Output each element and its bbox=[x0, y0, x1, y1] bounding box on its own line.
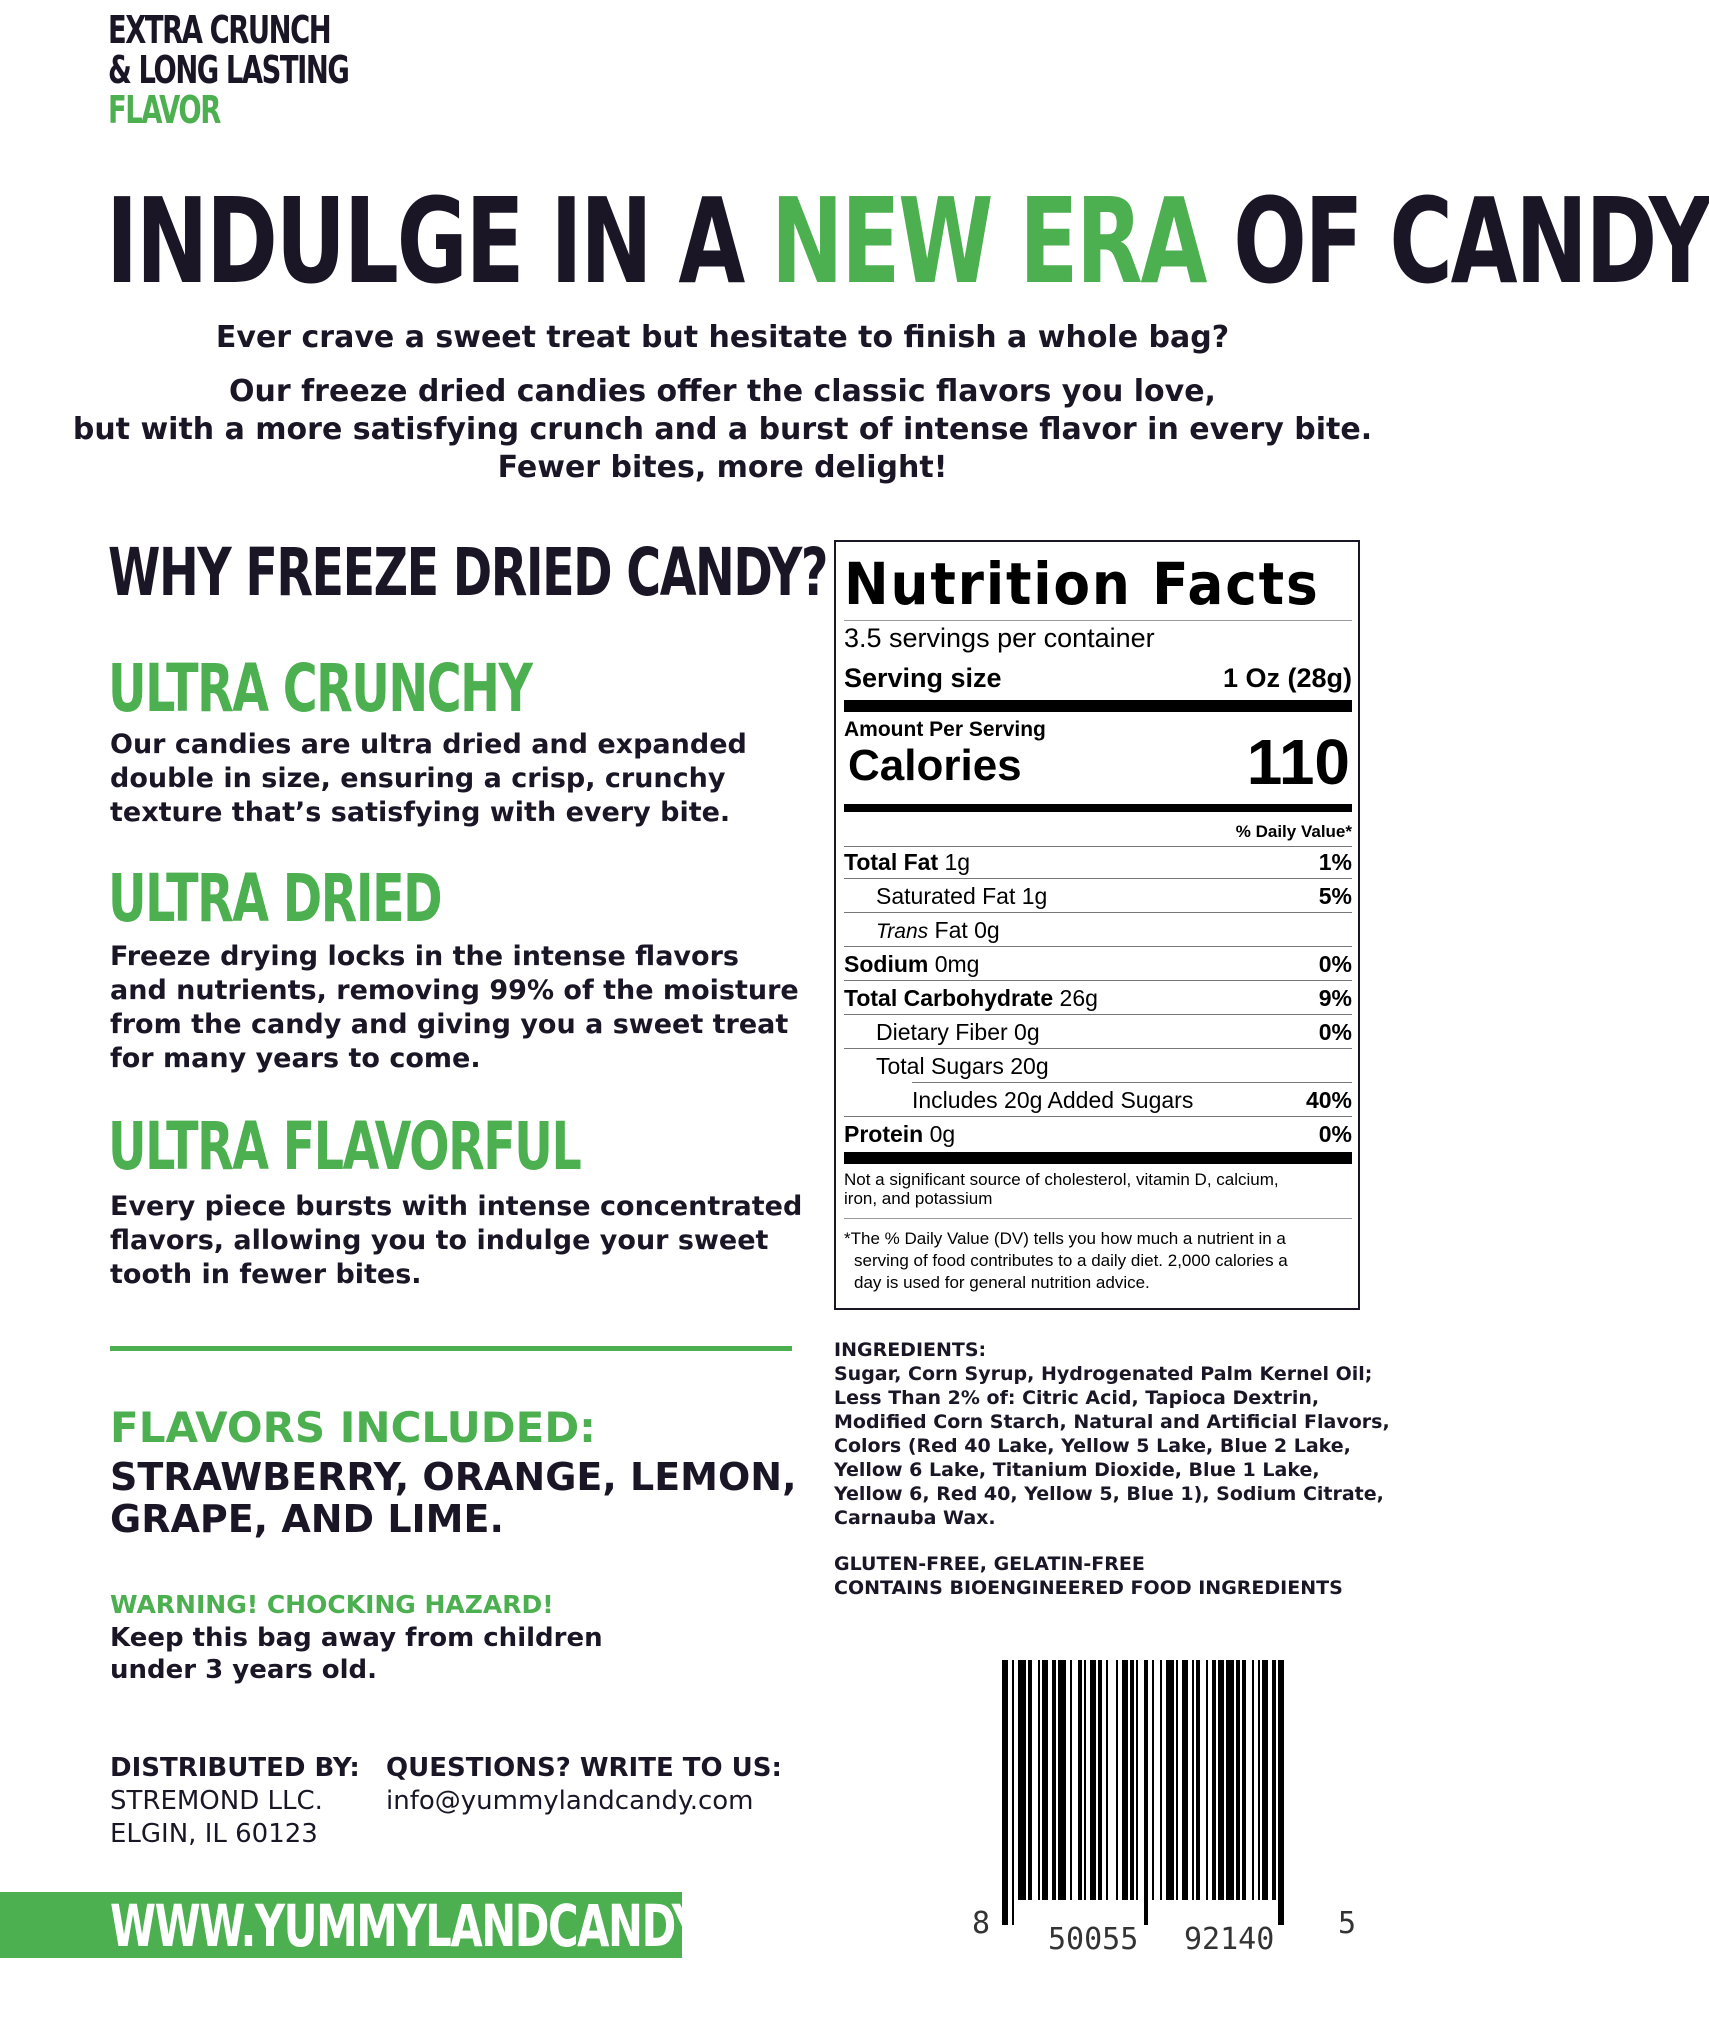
flavors-line-2: GRAPE, AND LIME. bbox=[110, 1497, 504, 1541]
thick-rule bbox=[844, 1152, 1352, 1164]
nutrient-row-total-fat bbox=[844, 848, 1352, 876]
claim-gluten-free: GLUTEN-FREE, GELATIN-FREE bbox=[834, 1553, 1145, 1575]
nutrition-title: Nutrition Facts bbox=[844, 550, 1320, 618]
ingredients-line: Yellow 6, Red 40, Yellow 5, Blue 1), Sodium Citrate, bbox=[834, 1483, 1384, 1505]
headline-part-3: OF CANDY bbox=[1205, 172, 1709, 310]
nutrient-amount: Includes 20g Added Sugars bbox=[912, 1087, 1194, 1113]
tagline-line-2: & LONG LASTING bbox=[108, 48, 349, 92]
nutrient-amount: Fat 0g bbox=[928, 917, 1000, 943]
nutrient-row-total-carbohydrate bbox=[844, 984, 1352, 1012]
text-line: for many years to come. bbox=[110, 1043, 481, 1074]
calories-label: Calories bbox=[848, 741, 1022, 790]
ingredients-line: Less Than 2% of: Citric Acid, Tapioca Dextrin, bbox=[834, 1387, 1320, 1409]
green-divider bbox=[110, 1346, 792, 1351]
barcode bbox=[1002, 1660, 1342, 1929]
amount-per-serving: Amount Per Serving bbox=[844, 718, 1046, 741]
nutrient-amount: 26g bbox=[1053, 985, 1098, 1011]
footnote-line: *The % Daily Value (DV) tells you how much a nutrient in a bbox=[844, 1229, 1286, 1248]
contact-heading: QUESTIONS? WRITE TO US: bbox=[386, 1753, 782, 1783]
text-line: flavors, allowing you to indulge your sweet bbox=[110, 1225, 769, 1256]
barcode-bars-icon bbox=[1002, 1660, 1342, 1925]
serving-size-label: Serving size bbox=[844, 663, 1002, 693]
contact-block bbox=[386, 1752, 782, 1818]
nutrient-amount: Total Sugars 20g bbox=[876, 1053, 1049, 1079]
warning-heading: WARNING! CHOCKING HAZARD! bbox=[110, 1590, 554, 1619]
why-title: WHY FREEZE DRIED CANDY? bbox=[108, 534, 828, 611]
nutrient-name: Sodium bbox=[844, 951, 929, 977]
intro-line-2: Our freeze dried candies offer the classic flavors you love, bbox=[229, 374, 1216, 409]
nutrient-amount: 1g bbox=[938, 849, 971, 875]
barcode-digit-group-2: 92140 bbox=[1184, 1922, 1275, 1957]
footnote-line: day is used for general nutrition advice. bbox=[854, 1273, 1150, 1292]
ingredients-heading: INGREDIENTS: bbox=[834, 1339, 987, 1361]
nutrient-row-saturated-fat bbox=[844, 882, 1352, 910]
intro-line-3: but with a more satisfying crunch and a burst of intense flavor in every bite. bbox=[72, 412, 1373, 447]
distributor-name: STREMOND LLC. bbox=[110, 1786, 323, 1816]
nutrition-facts-panel bbox=[834, 540, 1360, 1310]
text-line: texture that’s satisfying with every bite. bbox=[110, 797, 731, 828]
servings-per-container: 3.5 servings per container bbox=[844, 623, 1155, 653]
text-line: and nutrients, removing 99% of the moisture bbox=[110, 975, 799, 1006]
distributor-block bbox=[110, 1752, 360, 1851]
ingredients-line: Yellow 6 Lake, Titanium Dioxide, Blue 1 Lake, bbox=[834, 1459, 1320, 1481]
nutrition-footnote-1 bbox=[844, 1170, 1352, 1208]
nutrient-dv: 0% bbox=[1318, 1019, 1352, 1045]
intro-line-1: Ever crave a sweet treat but hesitate to finish a whole bag? bbox=[215, 320, 1230, 355]
barcode-digit-group-1: 50055 bbox=[1048, 1922, 1139, 1957]
dietary-claims bbox=[834, 1552, 1343, 1600]
nutrient-amount: 0g bbox=[923, 1121, 956, 1147]
flavors-list bbox=[110, 1456, 797, 1540]
claim-bioengineered: CONTAINS BIOENGINEERED FOOD INGREDIENTS bbox=[834, 1577, 1343, 1599]
section-heading-flavorful: ULTRA FLAVORFUL bbox=[108, 1108, 581, 1185]
text-line: tooth in fewer bites. bbox=[110, 1259, 422, 1290]
nutrient-name: Total Fat bbox=[844, 849, 939, 875]
warning-text bbox=[110, 1622, 603, 1686]
section-heading-dried: ULTRA DRIED bbox=[108, 860, 442, 937]
footnote-line: Not a significant source of cholesterol, vitamin D, calcium, bbox=[844, 1170, 1279, 1189]
distributor-heading: DISTRIBUTED BY: bbox=[110, 1753, 360, 1783]
section-text-flavorful bbox=[110, 1190, 802, 1292]
nutrient-dv: 5% bbox=[1318, 883, 1352, 909]
footnote-line: serving of food contributes to a daily diet. 2,000 calories a bbox=[854, 1251, 1288, 1270]
ingredients-block bbox=[834, 1338, 1390, 1530]
nutrient-name: Trans bbox=[876, 920, 929, 943]
serving-size-value: 1 Oz (28g) bbox=[1222, 663, 1352, 693]
text-line: Our candies are ultra dried and expanded bbox=[110, 729, 747, 760]
nutrient-row-protein bbox=[844, 1120, 1352, 1148]
nutrient-row-dietary-fiber bbox=[844, 1018, 1352, 1046]
warning-line-1: Keep this bag away from children bbox=[110, 1623, 603, 1653]
ingredients-line: Carnauba Wax. bbox=[834, 1507, 996, 1529]
serving-size-row bbox=[844, 664, 1352, 692]
section-heading-crunchy: ULTRA CRUNCHY bbox=[108, 650, 532, 727]
tagline bbox=[108, 10, 442, 130]
text-line: double in size, ensuring a crisp, crunchy bbox=[110, 763, 726, 794]
ingredients-line: Colors (Red 40 Lake, Yellow 5 Lake, Blue 2 Lake, bbox=[834, 1435, 1351, 1457]
nutrient-row-added-sugars bbox=[844, 1086, 1352, 1114]
section-text-crunchy bbox=[110, 728, 747, 830]
nutrient-dv: 40% bbox=[1305, 1087, 1352, 1113]
nutrient-dv: 1% bbox=[1318, 849, 1352, 875]
headline-part-2: NEW ERA bbox=[771, 172, 1206, 310]
ingredients-line: Sugar, Corn Syrup, Hydrogenated Palm Kernel Oil; bbox=[834, 1363, 1373, 1385]
footnote-line: iron, and potassium bbox=[844, 1189, 993, 1208]
tagline-line-3: FLAVOR bbox=[108, 88, 220, 132]
thick-rule bbox=[844, 700, 1352, 712]
calories-value: 110 bbox=[1246, 726, 1350, 798]
nutrient-amount: Dietary Fiber 0g bbox=[876, 1019, 1040, 1045]
website-url[interactable]: WWW.YUMMYLANDCANDY.COM bbox=[110, 1892, 812, 1960]
warning-line-2: under 3 years old. bbox=[110, 1655, 378, 1685]
tagline-line-1: EXTRA CRUNCH bbox=[108, 8, 331, 52]
text-line: Freeze drying locks in the intense flavors bbox=[110, 941, 739, 972]
contact-email[interactable]: info@yummylandcandy.com bbox=[386, 1786, 754, 1816]
headline bbox=[106, 172, 1709, 310]
medium-rule bbox=[844, 804, 1352, 812]
daily-value-header: % Daily Value* bbox=[1235, 822, 1352, 841]
nutrient-amount: 0mg bbox=[928, 951, 980, 977]
flavors-line-1: STRAWBERRY, ORANGE, LEMON, bbox=[110, 1455, 797, 1499]
nutrient-row-total-sugars bbox=[844, 1052, 1352, 1080]
text-line: from the candy and giving you a sweet treat bbox=[110, 1009, 789, 1040]
text-line: Every piece bursts with intense concentrated bbox=[110, 1191, 803, 1222]
distributor-address: ELGIN, IL 60123 bbox=[110, 1819, 318, 1849]
ingredients-line: Modified Corn Starch, Natural and Artificial Flavors, bbox=[834, 1411, 1390, 1433]
intro-line-4: Fewer bites, more delight! bbox=[497, 450, 948, 485]
nutrition-footnote-2 bbox=[844, 1228, 1352, 1294]
barcode-digit-first: 8 bbox=[972, 1906, 991, 1941]
nutrient-name: Total Carbohydrate bbox=[844, 985, 1054, 1011]
headline-part-1: INDULGE IN A bbox=[106, 172, 772, 310]
nutrient-name: Protein bbox=[844, 1121, 924, 1147]
nutrient-dv: 0% bbox=[1318, 1121, 1352, 1147]
nutrient-dv: 0% bbox=[1318, 951, 1352, 977]
barcode-digit-last: 5 bbox=[1338, 1906, 1357, 1941]
nutrient-row-sodium bbox=[844, 950, 1352, 978]
nutrient-dv: 9% bbox=[1318, 985, 1352, 1011]
section-text-dried bbox=[110, 940, 799, 1076]
nutrient-row-trans-fat bbox=[844, 916, 1352, 946]
flavors-heading: FLAVORS INCLUDED: bbox=[110, 1403, 596, 1452]
nutrient-amount: Saturated Fat 1g bbox=[876, 883, 1048, 909]
